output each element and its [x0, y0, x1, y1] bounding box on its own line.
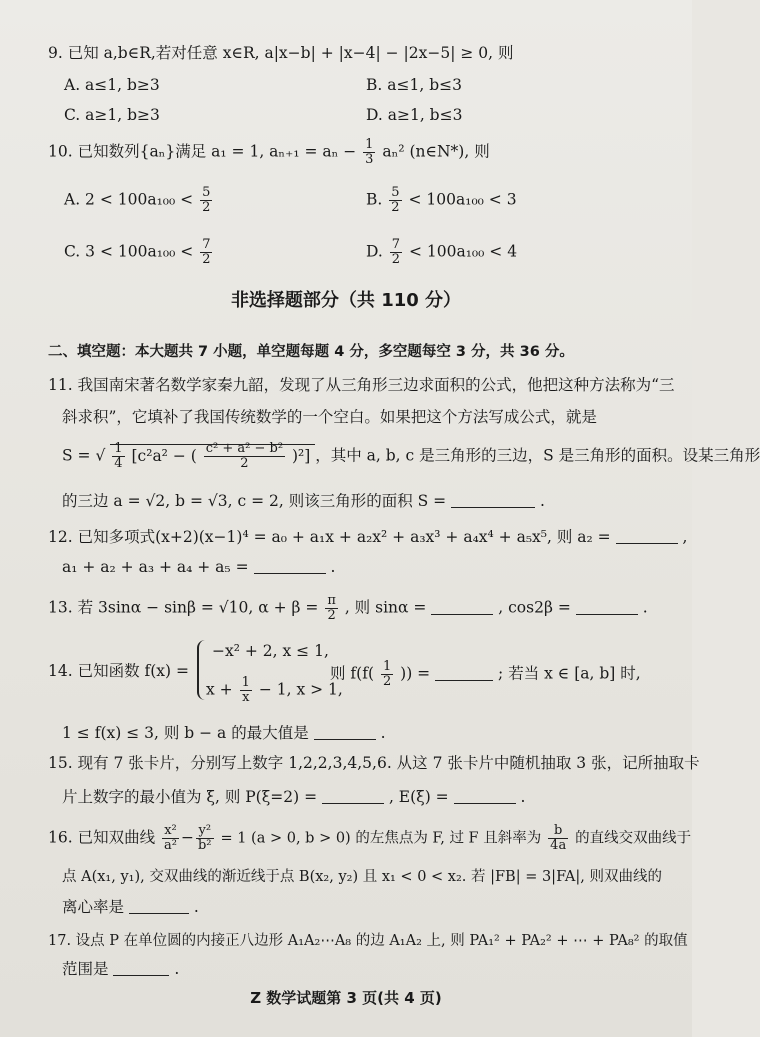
q13-cos: , cos2β =	[498, 598, 571, 617]
q11-line4-text: 的三边 a = √2, b = √3, c = 2, 则该三角形的面积 S =	[62, 492, 447, 510]
q14-end: .	[380, 724, 386, 742]
q9-option-a: A. a≤1, b≥3	[64, 76, 160, 94]
q14-case2	[206, 676, 343, 705]
q11-radicand	[110, 441, 315, 471]
frac-num: 1	[382, 659, 392, 674]
q16-line3-text: 离心率是	[62, 898, 125, 916]
q13-end: .	[642, 598, 648, 617]
q10-d-frac	[390, 238, 402, 267]
q11-quarter	[112, 442, 124, 471]
q12-line2-text: a₁ + a₂ + a₃ + a₄ + a₅ =	[62, 558, 249, 576]
q10-b-pre: B.	[366, 190, 383, 209]
q11-inner-frac	[204, 442, 285, 471]
q11-answer-blank[interactable]	[451, 491, 535, 508]
q15-line2	[62, 786, 525, 808]
q10-option-d	[366, 238, 517, 267]
frac-den: 2	[391, 252, 401, 267]
q9-option-d: D. a≥1, b≤3	[366, 106, 463, 124]
frac-num: b	[548, 824, 568, 839]
frac-den: 2	[202, 252, 211, 267]
frac-den: x	[242, 690, 250, 705]
frac-num: 5	[391, 185, 400, 200]
q9-option-c: C. a≥1, b≥3	[64, 106, 160, 124]
q10-stem-b: aₙ² (n∈N*), 则	[382, 142, 490, 161]
frac-num: y²	[196, 824, 214, 839]
q11-formula-line	[62, 442, 760, 471]
q11-end: .	[540, 492, 545, 510]
q11-bracket-open: [c²a² − (	[131, 446, 197, 465]
q13-text: 13. 若 3sinα − sinβ = √10, α + β =	[48, 598, 319, 617]
q10-a-text: A. 2 < 100a₁₀₀ <	[64, 190, 194, 209]
q12-comma: ,	[682, 528, 688, 546]
q13-sin-blank[interactable]	[431, 598, 493, 615]
q17-line2-text: 范围是	[62, 960, 109, 978]
q17-range-blank[interactable]	[113, 959, 169, 976]
frac-den: 4	[114, 456, 123, 471]
q15-end: .	[520, 788, 526, 806]
q10-option-c	[64, 238, 214, 267]
q16-frac-x	[162, 824, 179, 853]
frac-den: 2	[327, 608, 336, 623]
q11-line2: 斜求积”，它填补了我国传统数学的一个空白。如果把这个方法写成公式，就是	[62, 408, 597, 426]
q13-cos-blank[interactable]	[576, 598, 638, 615]
frac-den: 2	[382, 674, 392, 689]
q10-d-post: < 100a₁₀₀ < 4	[408, 242, 518, 261]
q12-line1-text: 12. 已知多项式(x+2)(x−1)⁴ = a₀ + a₁x + a₂x² + a₃x³ + a₄x⁴ + a₅x⁵, 则 a₂ =	[48, 528, 611, 546]
frac-den: 3	[365, 152, 374, 167]
q16-slope	[548, 824, 568, 853]
q10-stem-a: 10. 已知数列{aₙ}满足 a₁ = 1, aₙ₊₁ = aₙ −	[48, 142, 357, 161]
page-footer: Z 数学试题第 3 页(共 4 页)	[250, 989, 442, 1007]
q10-c-frac	[200, 238, 212, 267]
q14-line2	[62, 722, 386, 744]
q16-end: .	[193, 898, 199, 916]
frac-num: 1	[365, 137, 374, 152]
frac-den: a²	[164, 838, 177, 853]
q10-option-b	[366, 186, 517, 215]
q11-line1: 11. 我国南宋著名数学家秦九韶，发现了从三角形三边求面积的公式，他把这种方法称为“三	[48, 376, 675, 394]
frac-num: 5	[202, 185, 211, 200]
frac-den: 2	[202, 200, 211, 215]
q14-right	[330, 660, 641, 689]
q10-option-a	[64, 186, 214, 215]
frac-num: π	[327, 593, 336, 608]
frac-num: 1	[241, 675, 250, 690]
q17-line2	[62, 958, 179, 980]
q14-case2-a: x +	[206, 680, 233, 699]
q15-e: , E(ξ) =	[388, 788, 449, 806]
q13-line	[48, 594, 648, 623]
q10-coef-frac	[363, 138, 375, 167]
q16-line2: 点 A(x₁, y₁), 交双曲线的渐近线于点 B(x₂, y₂) 且 x₁ < 0 < x₂. 若 |FB| = 3|FA|, 则双曲线的	[62, 869, 662, 885]
q10-b-frac	[389, 186, 401, 215]
q12-end: .	[330, 558, 336, 576]
q12-line1	[48, 526, 687, 548]
q12-line2	[62, 556, 335, 578]
q12-a2-blank[interactable]	[616, 527, 678, 544]
q14-half	[381, 660, 393, 689]
frac-den: 2	[391, 200, 400, 215]
q15-line1: 15. 现有 7 张卡片，分别写上数字 1,2,2,3,4,5,6. 从这 7 张卡片中随机抽取 3 张，记所抽取卡	[48, 754, 700, 772]
q16-line3	[62, 896, 199, 918]
frac-num: c² + a² − b²	[205, 441, 284, 456]
q10-b-post: < 100a₁₀₀ < 3	[408, 190, 517, 209]
q14-post: ; 若当 x ∈ [a, b] 时,	[498, 664, 641, 683]
q14-case1: −x² + 2, x ≤ 1,	[212, 642, 329, 660]
q10-a-frac	[200, 186, 212, 215]
section-two-title: 二、填空题：本大题共 7 小题，单空题每题 4 分，多空题每空 3 分，共 36 分。	[48, 344, 574, 360]
q10-c-text: C. 3 < 100a₁₀₀ <	[64, 242, 194, 261]
q16-frac-y	[196, 824, 214, 853]
q9-option-b: B. a≤1, b≤3	[366, 76, 462, 94]
q16-ecc-blank[interactable]	[129, 897, 189, 914]
q14-max-blank[interactable]	[314, 723, 376, 740]
q16-post: 的直线交双曲线于	[575, 830, 692, 847]
frac-den: b²	[197, 838, 212, 853]
q11-line3-rest: ，其中 a, b, c 是三角形的三边，S 是三角形的面积。设某三角形	[315, 446, 760, 465]
q14-pre: 14. 已知函数 f(x) =	[48, 662, 189, 680]
frac-den: 2	[240, 456, 249, 471]
q11-line4	[62, 490, 545, 512]
frac-den: 4a	[550, 838, 567, 853]
q13-mid: , 则 sinα =	[344, 598, 427, 617]
frac-num: 1	[114, 441, 123, 456]
q16-pre: 16. 已知双曲线	[48, 828, 156, 847]
q17-line1: 17. 设点 P 在单位圆的内接正八边形 A₁A₂⋯A₈ 的边 A₁A₂ 上, 则 PA₁² + PA₂² + ⋯ + PA₈² 的取值	[48, 933, 688, 949]
q14-case2-b: − 1, x > 1,	[258, 680, 343, 699]
q17-end: .	[174, 960, 180, 978]
q13-frac	[325, 594, 338, 623]
frac-num: 7	[391, 237, 401, 252]
q16-eq: = 1 (a > 0, b > 0) 的左焦点为 F, 过 F 且斜率为	[220, 830, 542, 847]
section-heading: 非选择题部分（共 110 分）	[230, 290, 462, 311]
q14-ff-blank[interactable]	[435, 664, 493, 681]
frac-num: x²	[162, 824, 179, 839]
q14-mid: 则 f(f(	[330, 664, 374, 683]
q16-line1: 16. 已知双曲线 $\frac{\text{x²}}{\text{a²}}$ − $\frac{\text{y²}}{\text{b²}}$ = 1 (a > 0, b > 0) 的左焦点为 F, 过 F 且斜率为 $\frac{b}{4a}$ 的直线交双曲线于	[48, 823, 692, 853]
q15-e-blank[interactable]	[454, 787, 516, 804]
q14-line2-text: 1 ≤ f(x) ≤ 3, 则 b − a 的最大值是	[62, 724, 309, 742]
q14-mid2: )) =	[400, 664, 431, 683]
q15-p-blank[interactable]	[322, 787, 384, 804]
frac-num: 7	[202, 237, 211, 252]
q15-line2-text: 片上数字的最小值为 ξ, 则 P(ξ=2) =	[62, 788, 318, 806]
q11-bracket-close: )²]	[291, 446, 311, 465]
q14-case2-frac	[240, 676, 252, 705]
q9-stem: 9. 已知 a,b∈R,若对任意 x∈R, a|x−b| + |x−4| − |2x−5| ≥ 0, 则	[48, 44, 514, 62]
q10-stem	[48, 138, 490, 167]
q10-d-pre: D.	[366, 242, 383, 261]
q12-sum-blank[interactable]	[254, 557, 326, 574]
q11-s-eq: S = √	[62, 446, 106, 465]
